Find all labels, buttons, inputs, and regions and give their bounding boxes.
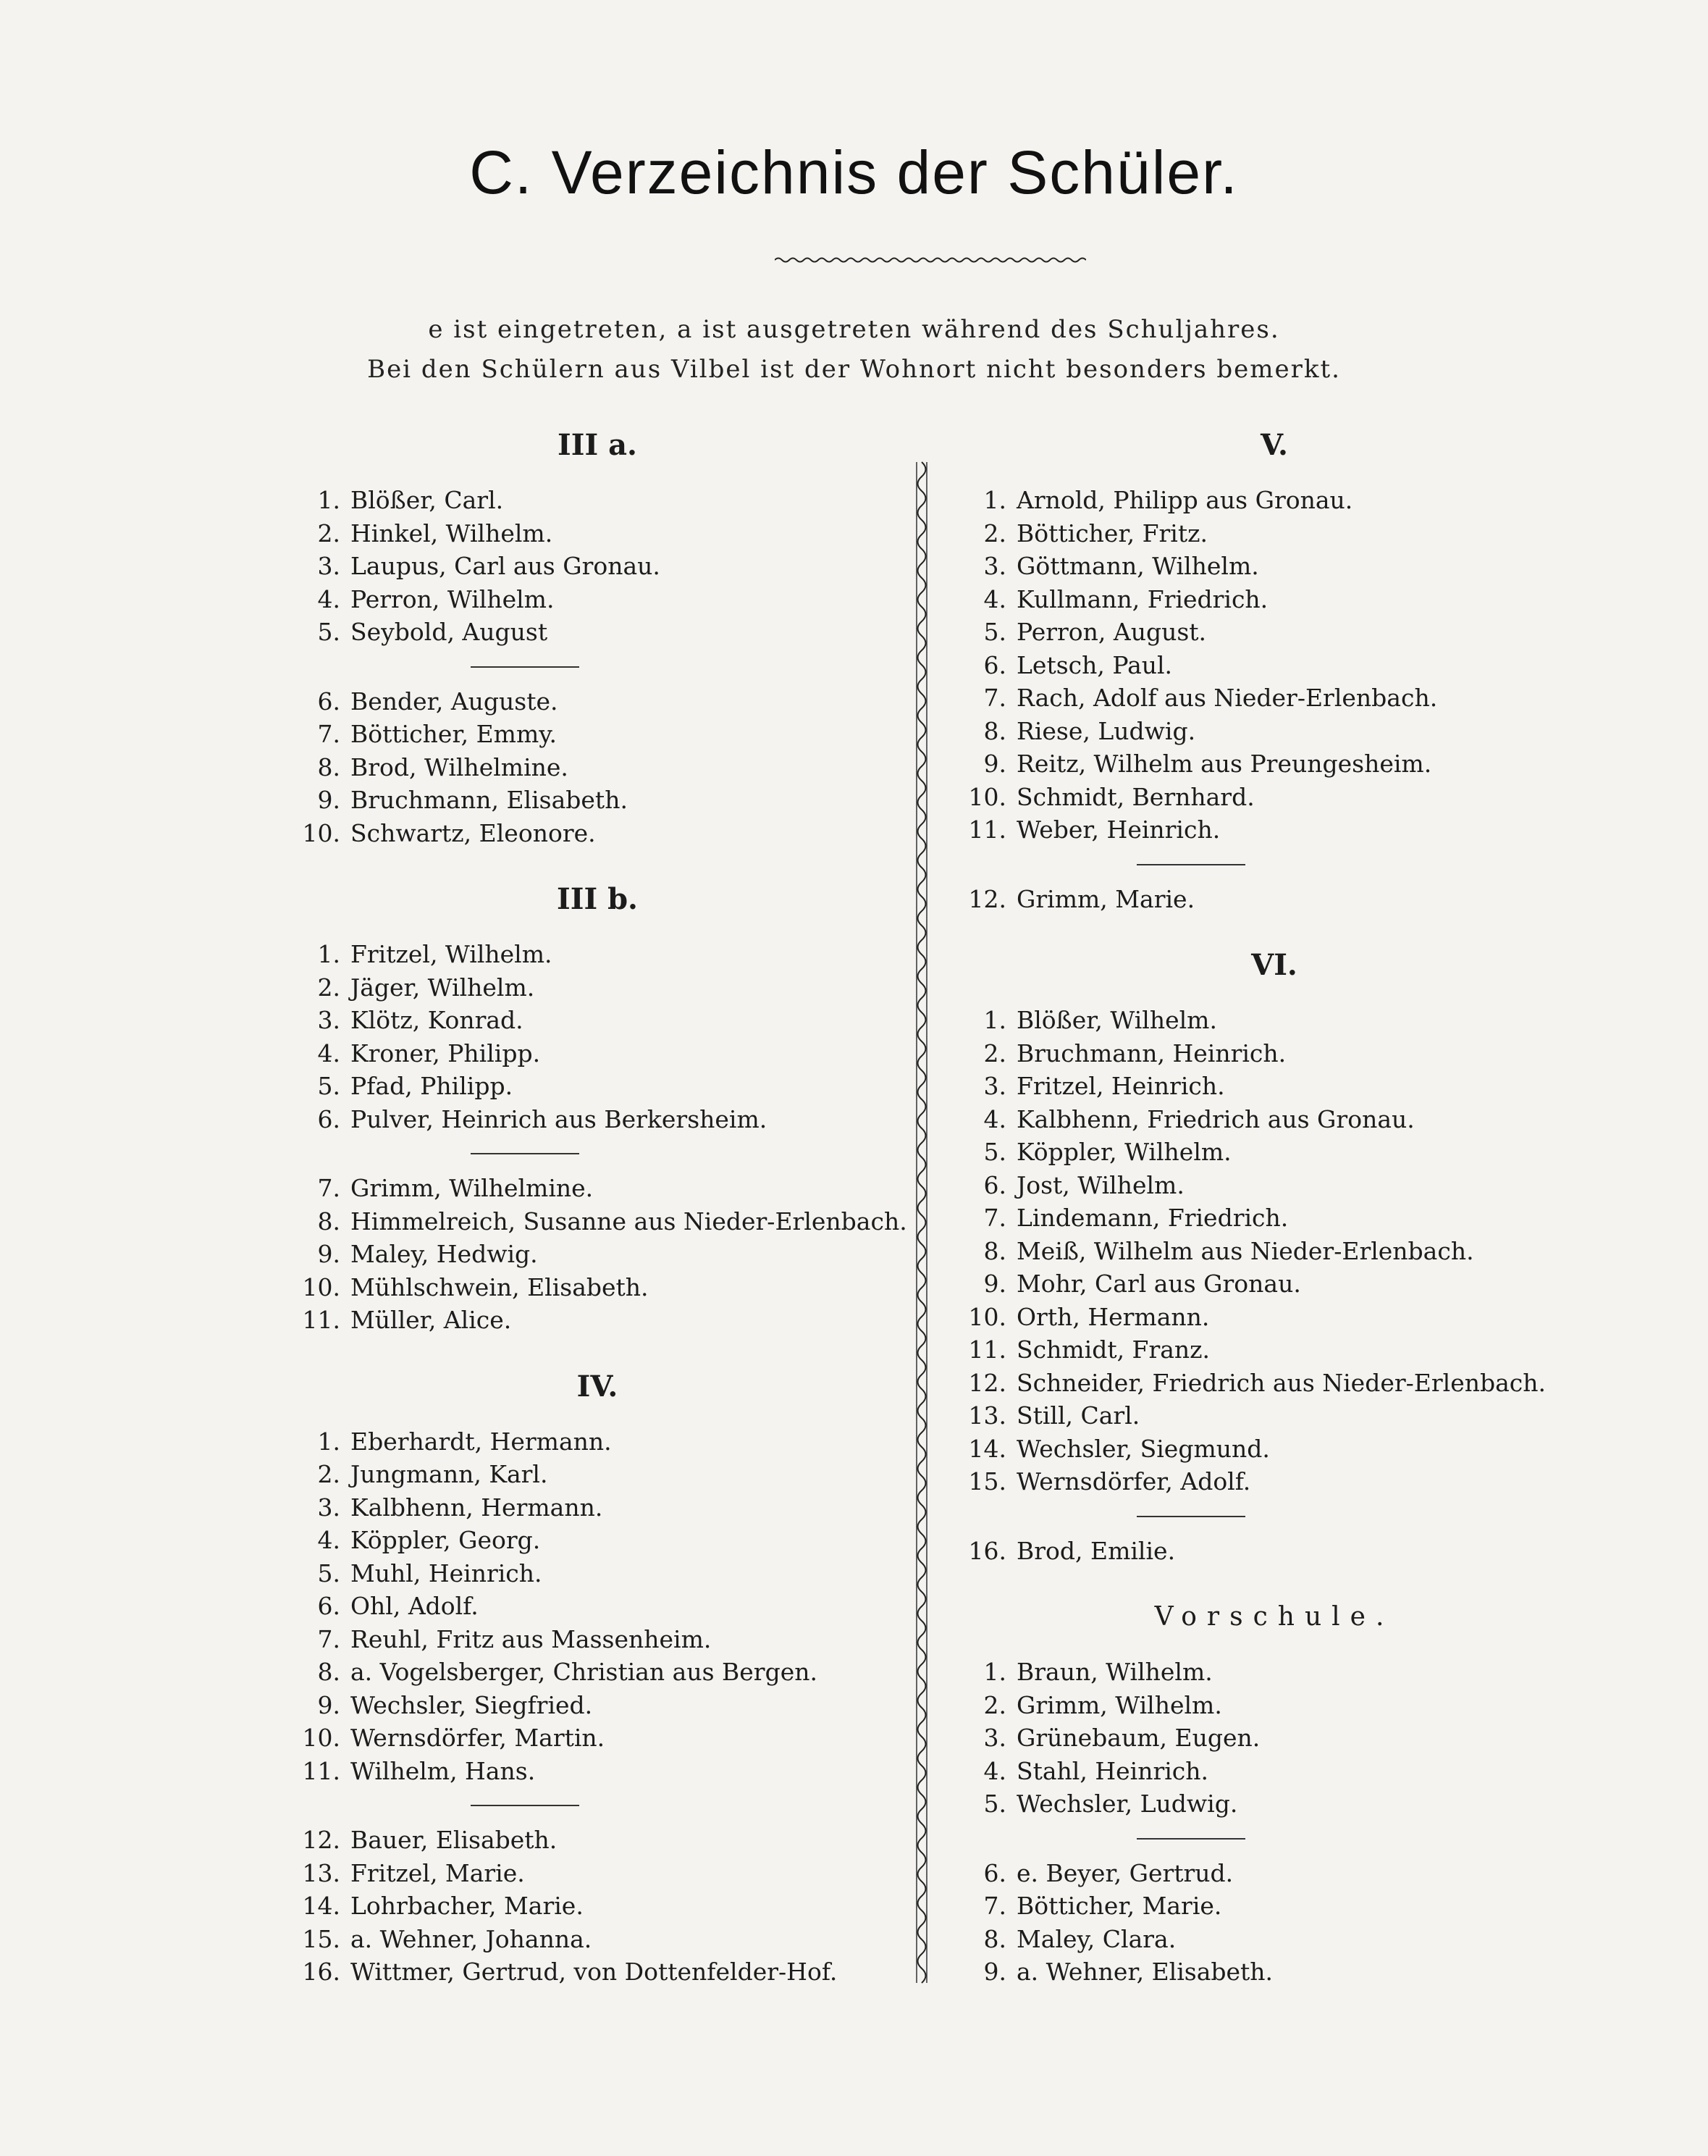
student-entry bbox=[963, 1689, 1586, 1722]
student-name: Fritzel, Heinrich. bbox=[1017, 1072, 1225, 1100]
student-name: Jost, Wilhelm. bbox=[1017, 1170, 1185, 1199]
student-entry bbox=[963, 1399, 1586, 1433]
student-name: Göttmann, Wilhelm. bbox=[1017, 552, 1259, 580]
section-title: III b. bbox=[557, 882, 638, 916]
student-name: Kullmann, Friedrich. bbox=[1017, 584, 1269, 613]
entry-number: 14. bbox=[968, 1434, 1006, 1463]
student-name: Letsch, Paul. bbox=[1017, 650, 1173, 679]
entry-number: 7. bbox=[317, 1624, 340, 1653]
student-entry bbox=[297, 1238, 898, 1271]
student-entry bbox=[297, 1271, 898, 1304]
student-name: Arnold, Philipp aus Gronau. bbox=[1017, 486, 1353, 514]
student-name: Jäger, Wilhelm. bbox=[350, 973, 535, 1002]
entry-number: 8. bbox=[317, 1207, 340, 1236]
student-entry bbox=[297, 817, 898, 850]
student-name: Maley, Hedwig. bbox=[350, 1240, 538, 1268]
group-separator-rule bbox=[1137, 1516, 1245, 1517]
student-entry bbox=[297, 517, 898, 550]
student-entry bbox=[297, 1955, 898, 1989]
entry-number: 15. bbox=[302, 1924, 340, 1953]
student-name: Reitz, Wilhelm aus Preungesheim. bbox=[1017, 750, 1432, 778]
entry-number: 1. bbox=[983, 1006, 1006, 1034]
entry-number: 3. bbox=[317, 552, 340, 580]
student-entry bbox=[963, 484, 1586, 517]
section-title: V. bbox=[1261, 428, 1288, 462]
entry-number: 13. bbox=[968, 1401, 1006, 1430]
student-entry bbox=[963, 1235, 1586, 1268]
entry-number: 4. bbox=[983, 1756, 1006, 1785]
student-name: Braun, Wilhelm. bbox=[1017, 1658, 1213, 1686]
student-entry bbox=[297, 1070, 898, 1103]
entry-number: 7. bbox=[317, 720, 340, 748]
student-entry bbox=[297, 1721, 898, 1755]
entry-number: 10. bbox=[302, 818, 340, 847]
student-entry bbox=[963, 550, 1586, 583]
entry-number: 9. bbox=[317, 1240, 340, 1268]
student-entry bbox=[297, 1103, 898, 1136]
section-spacer bbox=[963, 471, 1586, 484]
entry-number: 8. bbox=[317, 1658, 340, 1686]
entry-number: 6. bbox=[983, 1858, 1006, 1887]
student-entry bbox=[963, 1070, 1586, 1103]
entry-number: 10. bbox=[968, 1302, 1006, 1331]
section-spacer bbox=[297, 471, 898, 484]
student-name: Lindemann, Friedrich. bbox=[1017, 1204, 1289, 1232]
student-name: Grünebaum, Eugen. bbox=[1017, 1724, 1261, 1752]
section-spacer bbox=[297, 1337, 898, 1362]
student-name: Perron, August. bbox=[1017, 618, 1207, 646]
student-name: Wechsler, Siegmund. bbox=[1017, 1434, 1270, 1463]
student-name: Kroner, Philipp. bbox=[350, 1039, 541, 1067]
entry-number: 9. bbox=[317, 786, 340, 814]
student-name: Grimm, Marie. bbox=[1017, 884, 1195, 913]
student-name: e. Beyer, Gertrud. bbox=[1017, 1858, 1234, 1887]
entry-number: 2. bbox=[317, 1460, 340, 1488]
class-section bbox=[297, 1337, 898, 1989]
student-entry bbox=[297, 1755, 898, 1788]
student-name: Lohrbacher, Marie. bbox=[350, 1892, 584, 1920]
group-separator-rule bbox=[471, 1153, 579, 1154]
student-entry bbox=[963, 1889, 1586, 1923]
student-entry bbox=[297, 718, 898, 751]
class-section bbox=[297, 850, 907, 1337]
student-entry bbox=[963, 1755, 1586, 1788]
student-name: Pulver, Heinrich aus Berkersheim. bbox=[350, 1104, 767, 1133]
student-name: Blößer, Carl. bbox=[350, 486, 504, 514]
student-name: Wechsler, Siegfried. bbox=[350, 1690, 593, 1719]
entry-number: 11. bbox=[302, 1306, 340, 1334]
student-name: Reuhl, Fritz aus Massenheim. bbox=[350, 1624, 712, 1653]
entry-number: 9. bbox=[983, 1958, 1006, 1986]
student-entry bbox=[963, 1955, 1586, 1989]
entry-number: 5. bbox=[983, 618, 1006, 646]
student-name: Grimm, Wilhelm. bbox=[1017, 1690, 1222, 1719]
student-name: Seybold, August bbox=[350, 618, 548, 646]
section-spacer bbox=[963, 1643, 1586, 1656]
student-entry bbox=[297, 1923, 898, 1956]
student-entry bbox=[297, 971, 898, 1004]
student-entry bbox=[963, 1433, 1586, 1466]
entry-number: 1. bbox=[983, 1658, 1006, 1686]
student-entry bbox=[963, 747, 1586, 781]
entry-number: 3. bbox=[317, 1006, 340, 1034]
group-separator-rule bbox=[1137, 1838, 1245, 1840]
section-title: VI. bbox=[1251, 948, 1297, 982]
entry-number: 2. bbox=[983, 519, 1006, 548]
student-entry bbox=[297, 583, 898, 616]
student-entry bbox=[297, 1824, 898, 1857]
student-entry bbox=[297, 1623, 898, 1656]
class-section bbox=[297, 420, 898, 850]
student-entry bbox=[297, 1491, 898, 1524]
student-entry bbox=[297, 1689, 898, 1722]
student-name: a. Wehner, Elisabeth. bbox=[1017, 1958, 1274, 1986]
student-entry bbox=[297, 1304, 898, 1337]
student-entry bbox=[963, 1923, 1586, 1956]
student-entry bbox=[297, 1889, 898, 1923]
student-entry bbox=[963, 1535, 1586, 1568]
student-name: Mühlschwein, Elisabeth. bbox=[350, 1272, 649, 1301]
student-name: Himmelreich, Susanne aus Nieder-Erlenbach. bbox=[350, 1207, 907, 1236]
student-name: Fritzel, Wilhelm. bbox=[350, 940, 552, 968]
student-entry bbox=[297, 1857, 898, 1890]
student-entry bbox=[963, 1465, 1586, 1498]
student-entry bbox=[297, 1004, 898, 1037]
entry-number: 15. bbox=[968, 1467, 1006, 1496]
student-entry bbox=[963, 813, 1586, 847]
section-title: IV. bbox=[576, 1369, 618, 1404]
student-entry bbox=[963, 1004, 1586, 1037]
student-name: Mohr, Carl aus Gronau. bbox=[1017, 1270, 1301, 1298]
entry-number: 7. bbox=[983, 1204, 1006, 1232]
section-spacer bbox=[963, 915, 1586, 940]
student-entry bbox=[963, 616, 1586, 649]
student-entry bbox=[963, 583, 1586, 616]
student-entry bbox=[297, 938, 898, 971]
entry-number: 16. bbox=[968, 1536, 1006, 1565]
page-title: C. Verzeichnis der Schüler. bbox=[469, 138, 1239, 206]
student-name: Kalbhenn, Hermann. bbox=[350, 1493, 603, 1522]
student-entry bbox=[963, 1787, 1586, 1821]
student-name: Wilhelm, Hans. bbox=[350, 1756, 536, 1785]
student-name: Weber, Heinrich. bbox=[1017, 815, 1221, 844]
entry-number: 2. bbox=[983, 1039, 1006, 1067]
student-entry bbox=[963, 1721, 1586, 1755]
entry-number: 8. bbox=[983, 1924, 1006, 1953]
section-spacer bbox=[963, 991, 1586, 1004]
student-name: Brod, Wilhelmine. bbox=[350, 752, 568, 781]
entry-number: 14. bbox=[302, 1892, 340, 1920]
student-entry bbox=[297, 1656, 898, 1689]
student-name: Rach, Adolf aus Nieder-Erlenbach. bbox=[1017, 684, 1438, 712]
student-entry bbox=[963, 1301, 1586, 1334]
section-spacer bbox=[963, 1567, 1586, 1592]
student-name: Jungmann, Karl. bbox=[350, 1460, 548, 1488]
student-entry bbox=[963, 1267, 1586, 1301]
entry-number: 2. bbox=[983, 1690, 1006, 1719]
group-separator-rule bbox=[1137, 864, 1245, 865]
student-name: Orth, Hermann. bbox=[1017, 1302, 1210, 1331]
student-entry bbox=[963, 781, 1586, 814]
entry-number: 7. bbox=[983, 684, 1006, 712]
section-spacer bbox=[297, 1412, 898, 1425]
student-name: Köppler, Wilhelm. bbox=[1017, 1138, 1232, 1166]
entry-number: 9. bbox=[317, 1690, 340, 1719]
student-entry bbox=[963, 517, 1586, 550]
group-separator-rule bbox=[471, 666, 579, 668]
student-entry bbox=[963, 715, 1586, 748]
section-title: Vorschule. bbox=[1154, 1602, 1394, 1632]
student-entry bbox=[297, 751, 898, 784]
entry-number: 6. bbox=[317, 1104, 340, 1133]
entry-number: 4. bbox=[317, 1039, 340, 1067]
entry-number: 10. bbox=[302, 1272, 340, 1301]
entry-number: 1. bbox=[317, 940, 340, 968]
entry-number: 11. bbox=[302, 1756, 340, 1785]
student-name: Wittmer, Gertrud, von Dottenfelder-Hof. bbox=[350, 1958, 838, 1986]
student-name: Laupus, Carl aus Gronau. bbox=[350, 552, 660, 580]
student-name: Maley, Clara. bbox=[1017, 1924, 1177, 1953]
entry-number: 11. bbox=[968, 815, 1006, 844]
section-title: III a. bbox=[558, 428, 637, 462]
student-entry bbox=[963, 1103, 1586, 1136]
student-name: Kalbhenn, Friedrich aus Gronau. bbox=[1017, 1104, 1415, 1133]
class-section bbox=[963, 915, 1586, 1567]
student-name: Bauer, Elisabeth. bbox=[350, 1826, 558, 1854]
entry-number: 1. bbox=[983, 486, 1006, 514]
entry-number: 13. bbox=[302, 1858, 340, 1887]
student-name: Still, Carl. bbox=[1017, 1401, 1140, 1430]
student-entry bbox=[297, 1205, 907, 1238]
student-name: Schmidt, Franz. bbox=[1017, 1335, 1211, 1364]
entry-number: 3. bbox=[983, 1724, 1006, 1752]
student-name: Stahl, Heinrich. bbox=[1017, 1756, 1208, 1785]
student-entry bbox=[297, 1524, 898, 1557]
entry-number: 11. bbox=[968, 1335, 1006, 1364]
entry-number: 2. bbox=[317, 519, 340, 548]
right-column bbox=[963, 420, 1586, 1989]
entry-number: 8. bbox=[983, 1236, 1006, 1265]
entry-number: 6. bbox=[317, 687, 340, 716]
entry-number: 9. bbox=[983, 1270, 1006, 1298]
entry-number: 6. bbox=[983, 1170, 1006, 1199]
intro-residence-note: Bei den Schülern aus Vilbel ist der Wohnort nicht besonders bemerkt. bbox=[367, 355, 1341, 384]
entry-number: 7. bbox=[317, 1174, 340, 1202]
student-entry bbox=[963, 649, 1586, 682]
student-entry bbox=[963, 681, 1586, 715]
student-name: Wernsdörfer, Martin. bbox=[350, 1724, 605, 1752]
student-name: Brod, Emilie. bbox=[1017, 1536, 1176, 1565]
student-entry bbox=[297, 1172, 898, 1205]
group-separator-rule bbox=[471, 1805, 579, 1806]
entry-number: 16. bbox=[302, 1958, 340, 1986]
student-name: Bötticher, Marie. bbox=[1017, 1892, 1222, 1920]
entry-number: 8. bbox=[983, 716, 1006, 745]
student-name: Köppler, Georg. bbox=[350, 1526, 541, 1554]
student-name: Bender, Auguste. bbox=[350, 687, 558, 716]
student-entry bbox=[963, 1656, 1586, 1689]
entry-number: 12. bbox=[968, 884, 1006, 913]
student-entry bbox=[297, 1425, 898, 1459]
student-name: a. Vogelsberger, Christian aus Bergen. bbox=[350, 1658, 817, 1686]
entry-number: 7. bbox=[983, 1892, 1006, 1920]
student-name: Perron, Wilhelm. bbox=[350, 584, 555, 613]
student-name: Bruchmann, Heinrich. bbox=[1017, 1039, 1287, 1067]
student-name: Bötticher, Fritz. bbox=[1017, 519, 1208, 548]
left-column bbox=[297, 420, 907, 1989]
student-name: Wernsdörfer, Adolf. bbox=[1017, 1467, 1251, 1496]
student-name: Müller, Alice. bbox=[350, 1306, 512, 1334]
student-name: Wechsler, Ludwig. bbox=[1017, 1790, 1238, 1818]
student-name: Bötticher, Emmy. bbox=[350, 720, 558, 748]
entry-number: 12. bbox=[968, 1368, 1006, 1397]
entry-number: 1. bbox=[317, 486, 340, 514]
entry-number: 5. bbox=[983, 1138, 1006, 1166]
student-name: Klötz, Konrad. bbox=[350, 1006, 523, 1034]
student-entry bbox=[963, 1333, 1586, 1367]
student-name: Schneider, Friedrich aus Nieder-Erlenbach. bbox=[1017, 1368, 1547, 1397]
entry-number: 6. bbox=[983, 650, 1006, 679]
student-entry bbox=[297, 484, 898, 517]
entry-number: 4. bbox=[983, 1104, 1006, 1133]
student-name: Ohl, Adolf. bbox=[350, 1592, 479, 1620]
student-name: Eberhardt, Hermann. bbox=[350, 1427, 612, 1456]
entry-number: 10. bbox=[302, 1724, 340, 1752]
student-entry bbox=[297, 616, 898, 649]
entry-number: 4. bbox=[317, 584, 340, 613]
class-section bbox=[963, 1567, 1586, 1989]
student-name: Fritzel, Marie. bbox=[350, 1858, 525, 1887]
student-name: Riese, Ludwig. bbox=[1017, 716, 1196, 745]
entry-number: 10. bbox=[968, 782, 1006, 811]
student-name: Hinkel, Wilhelm. bbox=[350, 519, 553, 548]
student-entry bbox=[963, 1201, 1586, 1235]
entry-number: 4. bbox=[983, 584, 1006, 613]
entry-number: 3. bbox=[317, 1493, 340, 1522]
student-name: Pfad, Philipp. bbox=[350, 1072, 513, 1100]
section-spacer bbox=[297, 850, 898, 874]
section-spacer bbox=[297, 925, 898, 938]
student-entry bbox=[297, 784, 898, 817]
entry-number: 5. bbox=[983, 1790, 1006, 1818]
student-name: Blößer, Wilhelm. bbox=[1017, 1006, 1217, 1034]
class-section bbox=[963, 420, 1586, 915]
student-entry bbox=[297, 1037, 898, 1070]
student-name: a. Wehner, Johanna. bbox=[350, 1924, 592, 1953]
entry-number: 4. bbox=[317, 1526, 340, 1554]
entry-number: 12. bbox=[302, 1826, 340, 1854]
student-entry bbox=[297, 685, 898, 718]
student-entry bbox=[297, 1557, 898, 1590]
student-name: Bruchmann, Elisabeth. bbox=[350, 786, 628, 814]
student-name: Meiß, Wilhelm aus Nieder-Erlenbach. bbox=[1017, 1236, 1474, 1265]
student-entry bbox=[963, 1367, 1586, 1400]
entry-number: 8. bbox=[317, 752, 340, 781]
column-divider-ornament bbox=[911, 440, 933, 2005]
title-ornament-rule bbox=[775, 255, 1086, 265]
intro-legend-line: e ist eingetreten, a ist ausgetreten während des Schuljahres. bbox=[428, 315, 1280, 344]
student-entry bbox=[297, 1458, 898, 1491]
entry-number: 5. bbox=[317, 618, 340, 646]
student-name: Grimm, Wilhelmine. bbox=[350, 1174, 594, 1202]
student-entry bbox=[963, 1136, 1586, 1169]
student-entry bbox=[963, 1169, 1586, 1202]
student-entry bbox=[297, 550, 898, 583]
student-entry bbox=[963, 1857, 1586, 1890]
student-entry bbox=[963, 1037, 1586, 1070]
entry-number: 5. bbox=[317, 1559, 340, 1587]
student-name: Schmidt, Bernhard. bbox=[1017, 782, 1255, 811]
student-entry bbox=[297, 1590, 898, 1623]
entry-number: 6. bbox=[317, 1592, 340, 1620]
entry-number: 2. bbox=[317, 973, 340, 1002]
student-name: Schwartz, Eleonore. bbox=[350, 818, 596, 847]
student-entry bbox=[963, 883, 1586, 916]
entry-number: 3. bbox=[983, 552, 1006, 580]
entry-number: 1. bbox=[317, 1427, 340, 1456]
student-name: Muhl, Heinrich. bbox=[350, 1559, 542, 1587]
entry-number: 3. bbox=[983, 1072, 1006, 1100]
entry-number: 5. bbox=[317, 1072, 340, 1100]
entry-number: 9. bbox=[983, 750, 1006, 778]
